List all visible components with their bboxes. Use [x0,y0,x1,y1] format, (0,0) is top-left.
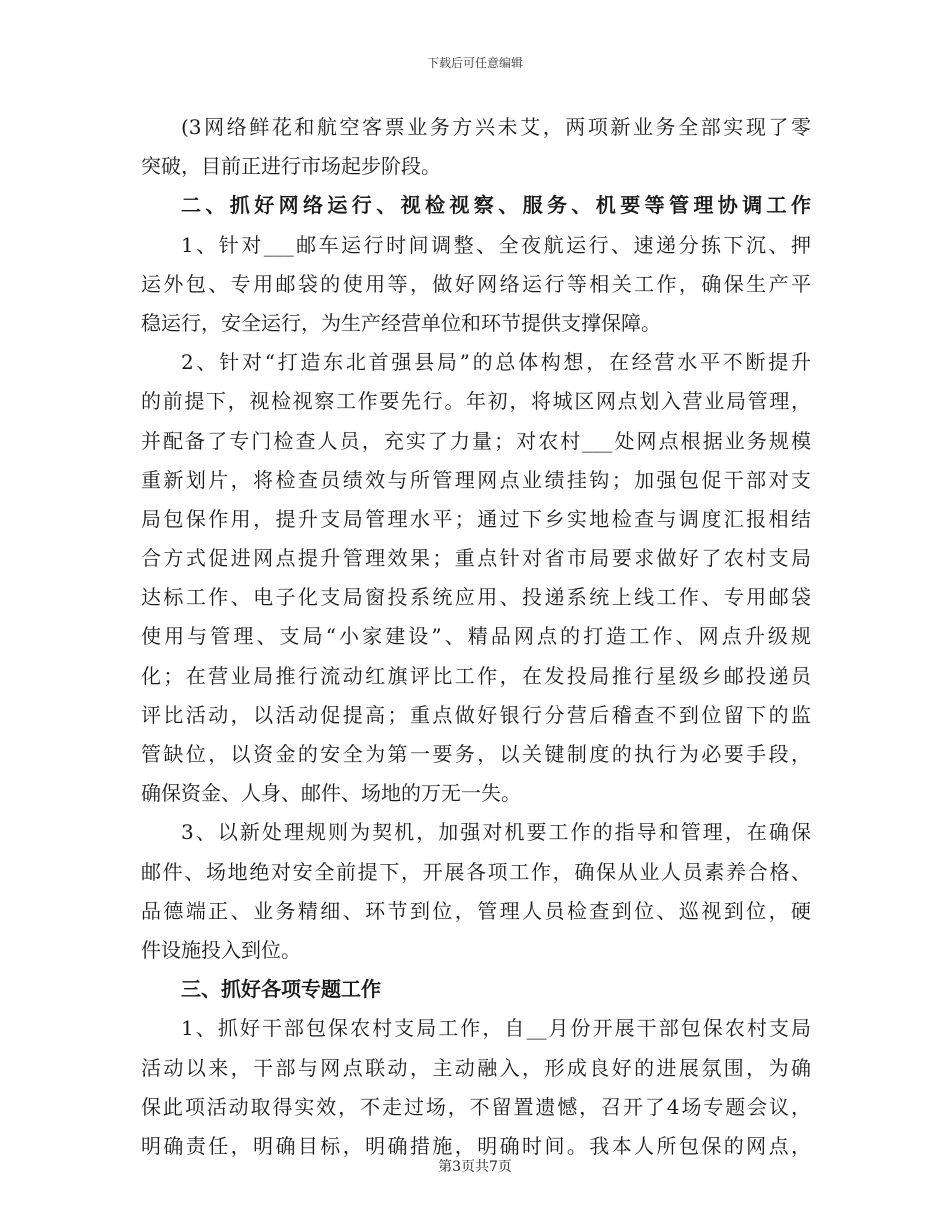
paragraph-line: 件设施投入到位。 [141,937,301,962]
paragraph-line: 邮件、场地绝对安全前提下，开展各项工作，确保从业人员素养合格、 [141,859,811,884]
paragraph-line: 达标工作、电子化支局窗投系统应用、投递系统上线工作、专用邮袋 [141,585,811,610]
paragraph-line: 评比活动，以活动促提高；重点做好银行分营后稽查不到位留下的监 [141,702,811,727]
paragraph-line: 并配备了专门检查人员，充实了力量；对农村___处网点根据业务规模 [141,428,811,453]
paragraph-line: 管缺位，以资金的安全为第一要务，以关键制度的执行为必要手段， [141,742,811,766]
paragraph-line: 1、抓好干部包保农村支局工作，自__月份开展干部包保农村支局 [181,1016,811,1041]
paragraph-line: 局包保作用，提升支局管理水平；通过下乡实地检查与调度汇报相结 [141,506,811,531]
paragraph-line: 运外包、专用邮袋的使用等，做好网络运行等相关工作，确保生产平 [141,271,811,296]
page-header: 下载后可任意编辑 [426,56,523,70]
paragraph-line: 确保资金、人身、邮件、场地的万无一失。 [141,781,521,806]
section-heading: 三、抓好各项专题工作 [181,977,381,1002]
paragraph-line: 的前提下，视检视察工作要先行。年初，将城区网点划入营业局管理， [141,389,811,414]
paragraph-line: 重新划片，将检查员绩效与所管理网点业绩挂钩；加强包促干部对支 [141,467,811,492]
paragraph-line: (3网络鲜花和航空客票业务方兴未艾，两项新业务全部实现了零 [181,115,811,139]
paragraph-line: 化；在营业局推行流动红旗评比工作，在发投局推行星级乡邮投递员 [141,663,811,688]
paragraph-line: 活动以来，干部与网点联动，主动融入，形成良好的进展氛围，为确 [141,1055,811,1080]
paragraph-line: 保此项活动取得实效，不走过场，不留置遗憾，召开了4场专题会议， [141,1094,811,1119]
paragraph-line: 3、以新处理规则为契机，加强对机要工作的指导和管理，在确保 [181,820,811,845]
paragraph-line: 合方式促进网点提升管理效果；重点针对省市局要求做好了农村支局 [141,546,811,571]
paragraph-line: 品德端正、业务精细、环节到位，管理人员检查到位、巡视到位，硬 [141,898,811,923]
paragraph-line: 稳运行，安全运行，为生产经营单位和环节提供支撑保障。 [141,310,661,335]
page-number: 第3页共7页 [438,1159,512,1175]
document-body [141,108,811,1166]
paragraph-line: 突破，目前正进行市场起步阶段。 [141,154,441,179]
section-heading: 二、抓好网络运行、视检视察、服务、机要等管理协调工作 [181,193,811,218]
paragraph-line: 使用与管理、支局“小家建设”、精品网点的打造工作、网点升级规 [141,624,811,649]
paragraph-line: 明确责任，明确目标，明确措施，明确时间。我本人所包保的网点， [141,1133,811,1158]
paragraph-line: 2、针对“打造东北首强县局”的总体构想，在经营水平不断提升 [181,350,811,375]
paragraph-line: 1、针对___邮车运行时间调整、全夜航运行、速递分拣下沉、押 [181,232,811,257]
